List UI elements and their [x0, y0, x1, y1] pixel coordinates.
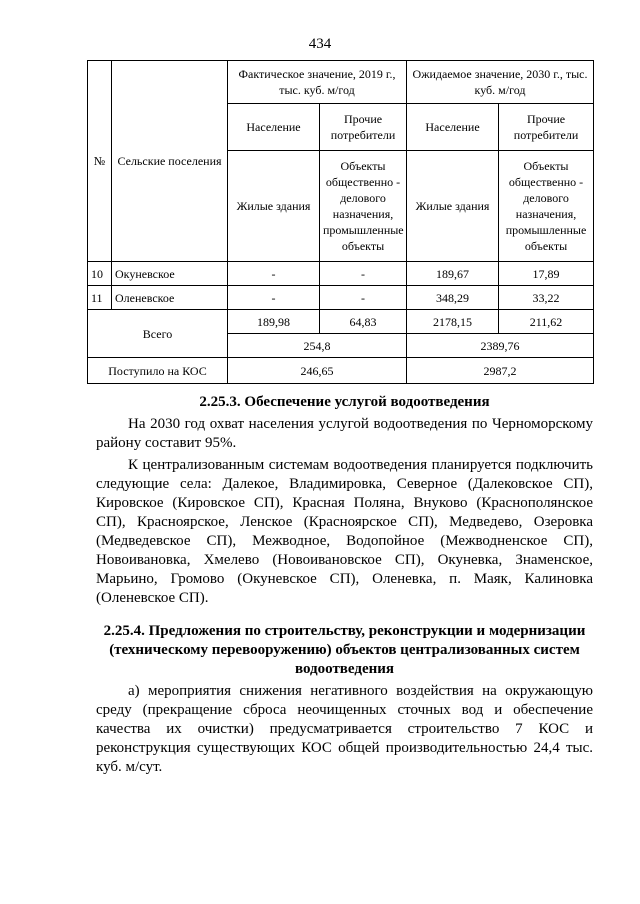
col-settlements-header: Сельские поселения — [112, 61, 228, 262]
row-value: 348,29 — [407, 286, 499, 310]
table-row — [88, 262, 594, 286]
paragraph-coverage: На 2030 год охват населения услугой водоотведения по Черноморскому району составит 95%. — [96, 416, 593, 451]
row-value: 17,89 — [499, 262, 594, 286]
row-value: - — [228, 262, 320, 286]
expected-other-header: Прочие потребители — [499, 104, 594, 151]
total-value: 64,83 — [320, 310, 407, 334]
row-value: - — [320, 286, 407, 310]
row-name: Оленевское — [112, 286, 228, 310]
fact-population-header: Население — [228, 104, 320, 151]
expected-group-header: Ожидаемое значение, 2030 г., тыс. куб. м/год — [407, 61, 594, 104]
kos-expected: 2987,2 — [407, 358, 594, 384]
total-sum-expected: 2389,76 — [407, 334, 594, 358]
row-value: 33,22 — [499, 286, 594, 310]
expected-population-header: Население — [407, 104, 499, 151]
kos-fact: 246,65 — [228, 358, 407, 384]
row-num: 10 — [88, 262, 112, 286]
fact-other-header: Прочие потребители — [320, 104, 407, 151]
total-value: 2178,15 — [407, 310, 499, 334]
col-num-header: № — [88, 61, 112, 262]
total-value: 211,62 — [499, 310, 594, 334]
paragraph-measures: а) мероприятия снижения негативного воздействия на окружающую среду (прекращение сброса неочищенных сточных вод и обеспечение качества их очистки) предусматривается строительство 7 КОС и реконструкция существующих КОС общей производительностью 24,4 тыс. куб. м/сут. — [96, 683, 593, 775]
paragraph-villages: К централизованным системам водоотведения планируется подключить следующие села: Далекое, Владимировка, Северное (Далековское СП), Кировское (Кировское СП), Красная Поляна, Внуково (Краснополянское СП), Красноярское, Ленское (Красноярское СП), Медведево, Озеровка (Медведевское СП), Межводное, Водопойное (Межводненское СП), Новоивановка, Хмелево (Новоивановское СП), Окуневка, Знаменское, Марьино, Громово (Окуневское СП), Оленевка, п. Маяк, Калиновка (Оленевское СП). — [96, 457, 593, 606]
fact-residential-header: Жилые здания — [228, 151, 320, 262]
row-value: - — [228, 286, 320, 310]
section-heading-2-25-3: 2.25.3. Обеспечение услугой водоотведения — [199, 394, 490, 410]
page-number: 434 — [308, 36, 332, 52]
expected-objects-header: Объекты общественно - делового назначения, промышленные объекты — [499, 151, 594, 262]
expected-residential-header: Жилые здания — [407, 151, 499, 262]
row-value: - — [320, 262, 407, 286]
row-num: 11 — [88, 286, 112, 310]
table-row — [88, 286, 594, 310]
section-heading-2-25-4: 2.25.4. Предложения по строительству, реконструкции и модернизации (техническому перевооружению) объектов централизованных систем водоотведения — [103, 623, 586, 677]
kos-label: Поступило на КОС — [88, 358, 228, 384]
fact-group-header: Фактическое значение, 2019 г., тыс. куб. м/год — [228, 61, 407, 104]
total-label: Всего — [88, 310, 228, 358]
total-value: 189,98 — [228, 310, 320, 334]
total-sum-fact: 254,8 — [228, 334, 407, 358]
fact-objects-header: Объекты общественно - делового назначения, промышленные объекты — [320, 151, 407, 262]
row-name: Окуневское — [112, 262, 228, 286]
water-volume-table — [87, 60, 594, 384]
row-value: 189,67 — [407, 262, 499, 286]
